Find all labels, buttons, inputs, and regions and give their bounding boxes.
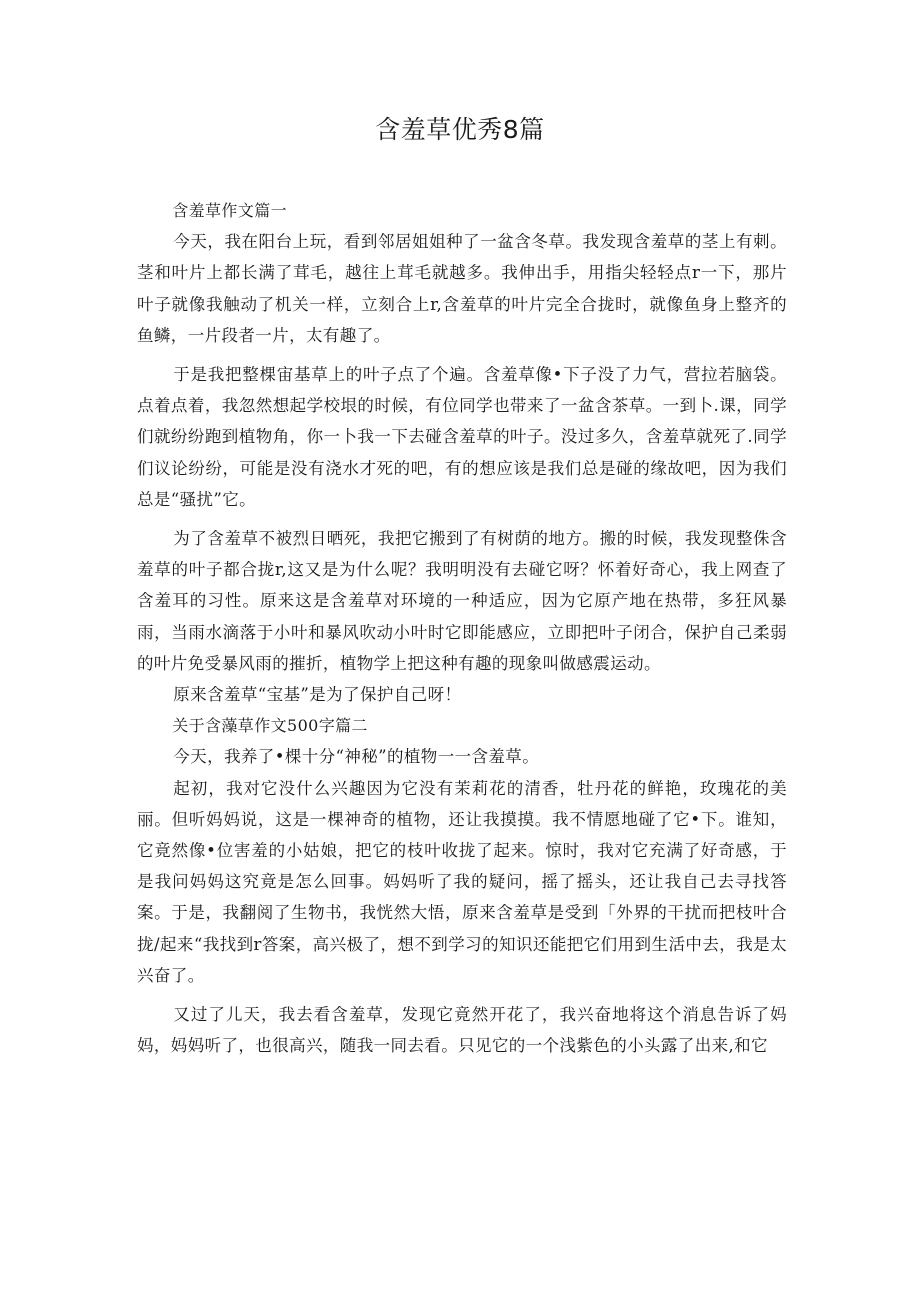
- section-heading-1: 含羞草作文篇一: [172, 201, 287, 220]
- paragraph: 原来含羞草“宝基”是为了保护自己呀！: [173, 685, 462, 705]
- paragraph: 今天，我养了•棵十分“神秘”的植物一一含羞草。: [173, 747, 540, 767]
- paragraph: 又过了儿天，我去看含羞草，发现它竟然开花了，我兴奋地将这个消息告诉了妈妈，妈妈听了，也很高兴，随我一同去看。只见它的一个浅紫色的小头露了出来,和它: [137, 1005, 787, 1056]
- paragraph: 为了含羞草不被烈日晒死，我把它搬到了有树荫的地方。搬的时候，我发现整侏含羞草的叶子都合拢r,这又是为什么呢？我明明没有去碰它呀？怀着好奇心，我上网查了含羞耳的习性。原来这是含羞草对环境的一种适应，因为它原产地在热带，多狂风暴雨，当雨水滴落于小叶和暴风吹动小叶时它即能感应，立即把叶子闭合，保护自己柔弱的叶片免受暴风雨的摧折，植物学上把这种有趣的现象叫做感震运动。: [137, 529, 787, 673]
- paragraph: 起初，我对它没什么兴趣因为它没有茉莉花的清香，牡丹花的鲜艳，玫瑰花的美丽。但听妈妈说，这是一棵神奇的植物，还让我摸摸。我不情愿地碰了它•下。谁知，它竟然像•位害羞的小姑娘，把它的枝叶收拢了起来。惊时，我对它充满了好奇感，于是我问妈妈这究竟是怎么回事。妈妈听了我的疑问，摇了摇头，还让我自己去寻找答案。于是，我翻阅了生物书，我恍然大悟，原来含羞草是受到「外界的干扰而把枝叶合拢/起来“我找到r答案，高兴极了，想不到学习的知识还能把它们用到生活中去，我是太兴奋了。: [137, 778, 787, 985]
- section-heading-2: 关于含藻草作文500字篇二: [172, 716, 368, 736]
- paragraph: 于是我把整棵宙基草上的叶子点了个遍。含羞草像•下子没了力气，营拉若脑袋。点着点着，我忽然想起学校垠的时候，有位同学也带来了一盆含茶草。一到卜.课，同学们就纷纷跑到植物角，你一卜我一下去碰含羞草的叶子。没过多久，含羞草就死了.同学们议论纷纷，可能是没有浇水才死的吧，有的想应该是我们总是碰的缘故吧，因为我们总是“骚扰”它。: [137, 365, 787, 509]
- page-title: 含羞草优秀8篇: [375, 115, 545, 144]
- document-body: [137, 195, 787, 1061]
- paragraph: 今天，我在阳台上玩，看到邻居姐姐种了一盆含冬草。我发现含羞草的茎上有刺。茎和叶片上都长满了茸毛，越往上茸毛就越多。我伸出手，用指尖轻轻点r一下，那片叶子就像我触动了机关一样，立刻合上r,含羞草的叶片完全合拢时，就像鱼身上整齐的鱼鳞，一片段者一片，太有趣了。: [137, 232, 787, 345]
